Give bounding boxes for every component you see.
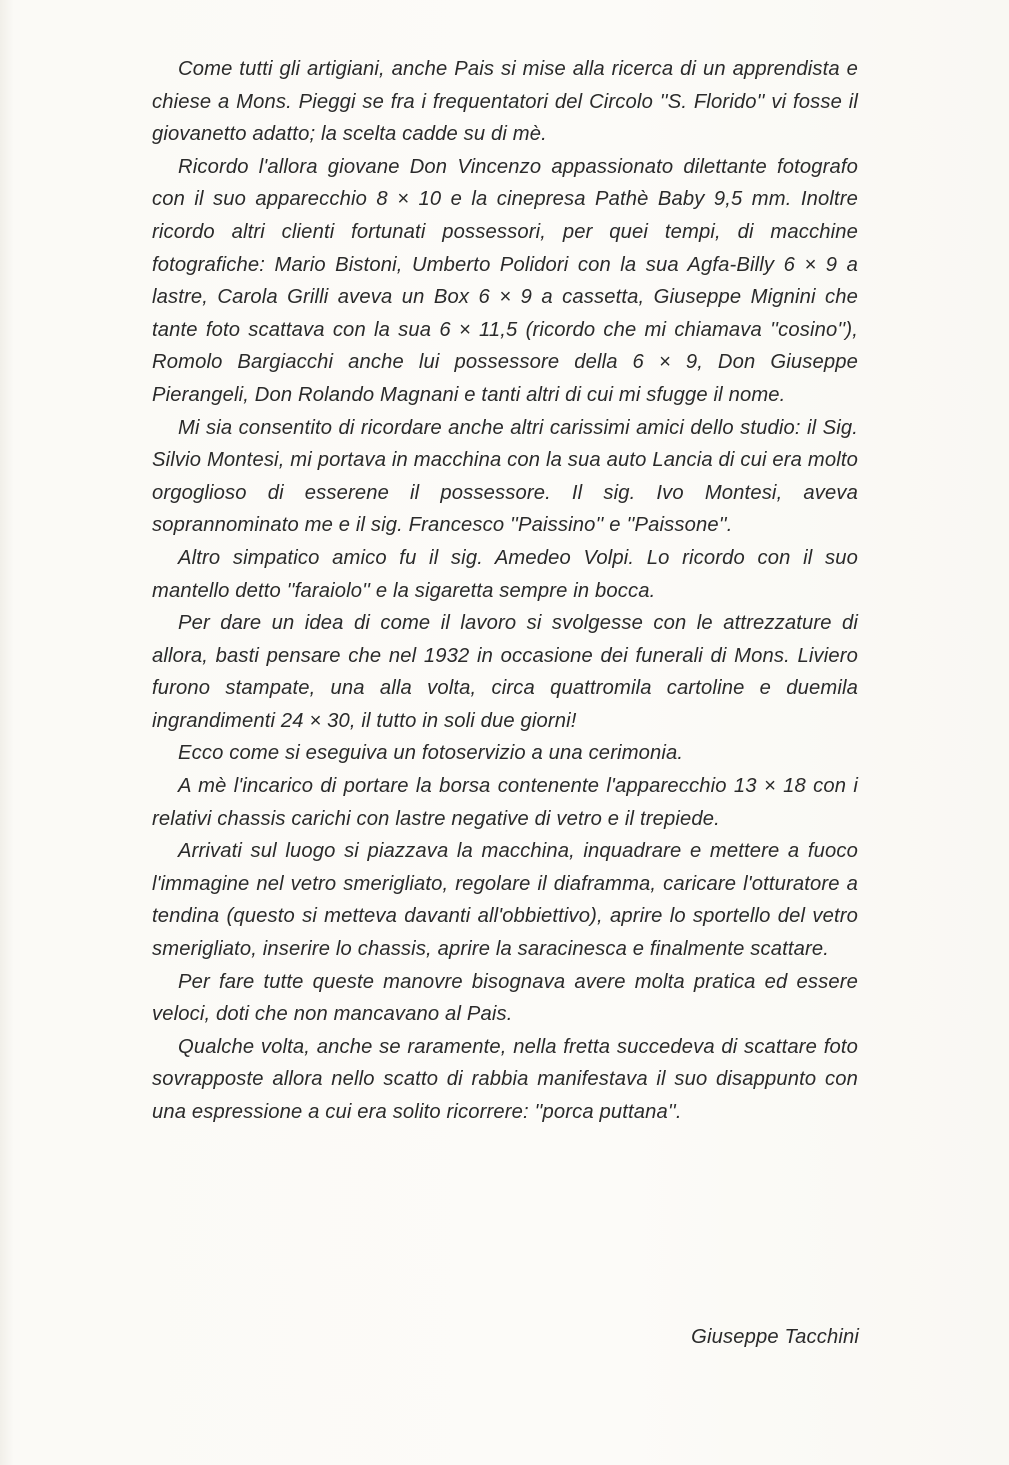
paragraph: Arrivati sul luogo si piazzava la macchina, inquadrare e mettere a fuoco l'immagine nel vetro smerigliato, regolare il diaframma, caricare l'otturatore a tendina (questo si metteva davanti all'obbiettivo), aprire lo sportello del vetro smerigliato, inserire lo chassis, aprire la saracinesca e finalmente scattare.: [152, 840, 858, 961]
paragraph: Ricordo l'allora giovane Don Vincenzo appassionato dilettante fotografo con il suo apparecchio 8 × 10 e la cinepresa Pathè Baby 9,5 mm. Inoltre ricordo altri clienti fortunati possessori, per quei tempi, di macchine fotografiche: Mario Bistoni, Umberto Polidori con la sua Agfa-Billy 6 × 9 a lastre, Carola Grilli aveva un Box 6 × 9 a cassetta, Giuseppe Mignini che tante foto scattava con la sua 6 × 11,5 (ricordo che mi chiamava ''cosino''), Romolo Bargiacchi anche lui possessore della 6 × 9, Don Giuseppe Pierangeli, Don Rolando Magnani e tanti altri di cui mi sfugge il nome.: [152, 155, 858, 406]
body-text: [152, 53, 858, 1129]
paragraph: Ecco come si eseguiva un fotoservizio a una cerimonia.: [178, 742, 684, 765]
author-signature: Giuseppe Tacchini: [691, 1326, 859, 1348]
paragraph: Mi sia consentito di ricordare anche altri carissimi amici dello studio: il Sig. Silvio Montesi, mi portava in macchina con la sua auto Lancia di cui era molto orgoglioso di esserene il possessore. Il sig. Ivo Montesi, aveva soprannominato me e il sig. Francesco ''Paissino'' e ''Paissone''.: [152, 416, 858, 537]
paragraph: Per fare tutte queste manovre bisognava avere molta pratica ed essere veloci, doti che non mancavano al Pais.: [152, 970, 858, 1026]
paragraph: Qualche volta, anche se raramente, nella fretta succedeva di scattare foto sovrapposte allora nello scatto di rabbia manifestava il suo disappunto con una espressione a cui era solito ricorrere: ''porca puttana''.: [152, 1035, 858, 1123]
paragraph: Altro simpatico amico fu il sig. Amedeo Volpi. Lo ricordo con il suo mantello detto ''faraiolo'' e la sigaretta sempre in bocca.: [152, 546, 858, 602]
paragraph: Per dare un idea di come il lavoro si svolgesse con le attrezzature di allora, basti pensare che nel 1932 in occasione dei funerali di Mons. Liviero furono stampate, una alla volta, circa quattromila cartoline e duemila ingrandimenti 24 × 30, il tutto in soli due giorni!: [152, 612, 858, 732]
paragraph: Come tutti gli artigiani, anche Pais si mise alla ricerca di un apprendista e chiese a Mons. Pieggi se fra i frequentatori del Circolo ''S. Florido'' vi fosse il giovanetto adatto; la scelta cadde su di mè.: [152, 58, 858, 146]
paragraph: A mè l'incarico di portare la borsa contenente l'apparecchio 13 × 18 con i relativi chassis carichi con lastre negative di vetro e il trepiede.: [152, 775, 858, 830]
